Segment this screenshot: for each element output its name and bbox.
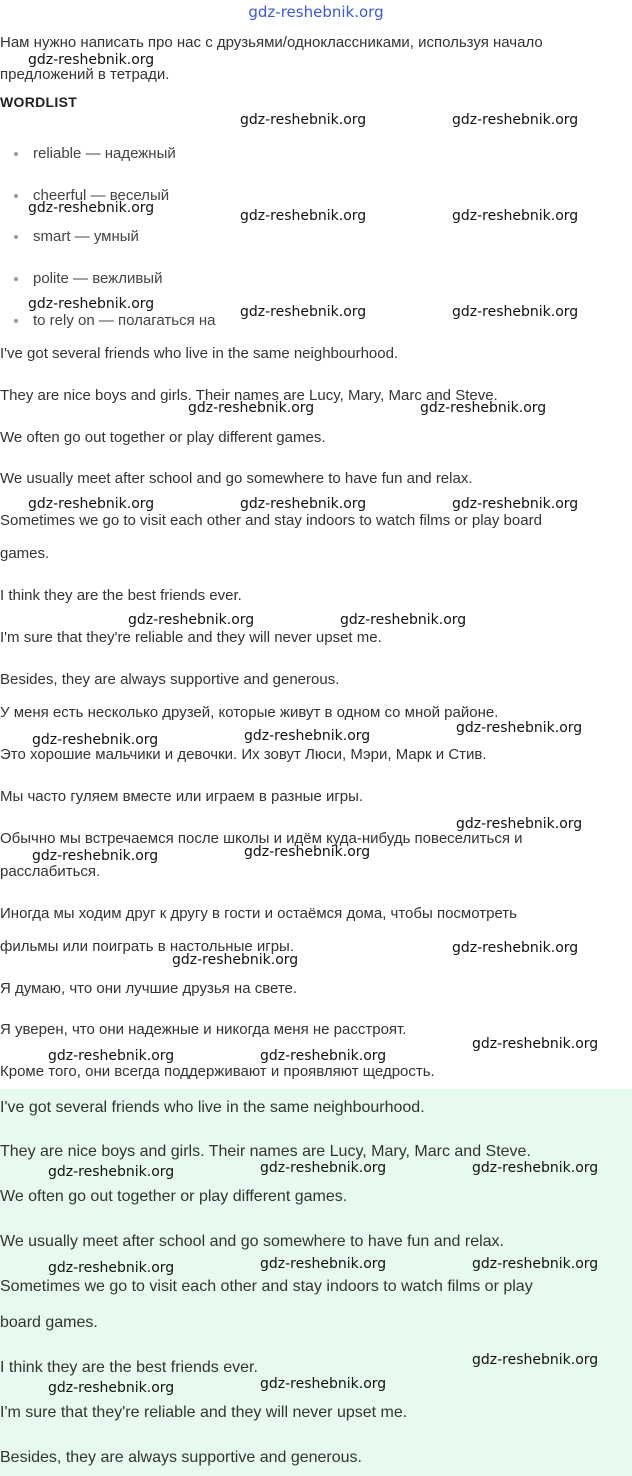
watermark: gdz-reshebnik.org [472,1160,599,1176]
watermark: gdz-reshebnik.org [240,496,367,512]
watermark: gdz-reshebnik.org [420,400,547,416]
answer-line: We usually meet after school and go somewhere to have fun and relax. [0,1233,504,1250]
watermark: gdz-reshebnik.org [48,1164,175,1180]
watermark: gdz-reshebnik.org [260,1376,387,1392]
bullet-icon [14,152,18,156]
russian-line: Кроме того, они всегда поддерживают и проявляют щедрость. [0,1063,435,1080]
answer-box [0,1089,632,1476]
english-line: games. [0,545,50,562]
watermark: gdz-reshebnik.org [48,1380,175,1396]
intro-line-2: предложений в тетради. [0,66,170,83]
english-line: We often go out together or play different games. [0,429,326,446]
answer-line: I'm sure that they're reliable and they will never upset me. [0,1404,408,1421]
watermark: gdz-reshebnik.org [456,720,583,736]
english-line: Sometimes we go to visit each other and stay indoors to watch films or play board [0,512,542,529]
watermark: gdz-reshebnik.org [32,732,159,748]
watermark: gdz-reshebnik.org [340,612,467,628]
watermark: gdz-reshebnik.org [28,200,155,216]
watermark: gdz-reshebnik.org [240,112,367,128]
watermark: gdz-reshebnik.org [260,1256,387,1272]
russian-line: Я думаю, что они лучшие друзья на свете. [0,980,298,997]
watermark: gdz-reshebnik.org [472,1256,599,1272]
bullet-icon [14,277,18,281]
bullet-icon [14,319,18,323]
english-line: Besides, they are always supportive and generous. [0,671,340,688]
watermark: gdz-reshebnik.org [28,496,155,512]
watermark: gdz-reshebnik.org [452,940,579,956]
english-line: We usually meet after school and go somewhere to have fun and relax. [0,470,473,487]
answer-line: Besides, they are always supportive and generous. [0,1449,362,1466]
wordlist-entry: reliable — надежный [33,145,176,162]
watermark: gdz-reshebnik.org [260,1048,387,1064]
english-line: They are nice boys and girls. Their names are Lucy, Mary, Marc and Steve. [0,387,498,404]
russian-line: Мы часто гуляем вместе или играем в разные игры. [0,788,364,805]
russian-line: Это хорошие мальчики и девочки. Их зовут Люси, Мэри, Марк и Стив. [0,746,487,763]
watermark: gdz-reshebnik.org [172,952,299,968]
watermark: gdz-reshebnik.org [188,400,315,416]
answer-line: They are nice boys and girls. Their names are Lucy, Mary, Marc and Steve. [0,1143,531,1160]
bullet-icon [14,194,18,198]
english-line: I'm sure that they're reliable and they will never upset me. [0,629,382,646]
watermark: gdz-reshebnik.org [48,1260,175,1276]
watermark: gdz-reshebnik.org [452,496,579,512]
watermark: gdz-reshebnik.org [472,1352,599,1368]
watermark: gdz-reshebnik.org [260,1160,387,1176]
watermark: gdz-reshebnik.org [244,844,371,860]
wordlist-entry: smart — умный [33,228,139,245]
russian-line: Я уверен, что они надежные и никогда меня не расстроят. [0,1021,407,1038]
answer-line: Sometimes we go to visit each other and stay indoors to watch films or play [0,1278,533,1295]
watermark: gdz-reshebnik.org [128,612,255,628]
watermark: gdz-reshebnik.org [240,208,367,224]
russian-line: фильмы или поиграть в настольные игры. [0,938,295,955]
watermark: gdz-reshebnik.org [452,208,579,224]
watermark: gdz-reshebnik.org [32,848,159,864]
watermark: gdz-reshebnik.org [452,112,579,128]
english-line: I think they are the best friends ever. [0,587,242,604]
english-line: I've got several friends who live in the same neighbourhood. [0,345,399,362]
wordlist-title: WORDLIST [0,94,78,110]
russian-line: У меня есть несколько друзей, которые живут в одном со мной районе. [0,704,499,721]
watermark: gdz-reshebnik.org [28,52,155,68]
watermark: gdz-reshebnik.org [456,816,583,832]
russian-line: Иногда мы ходим друг к другу в гости и остаёмся дома, чтобы посмотреть [0,905,517,922]
wordlist-entry: polite — вежливый [33,270,163,287]
wordlist-entry: to rely on — полагаться на [33,312,216,329]
site-header-link[interactable]: gdz-reshebnik.org [248,3,384,21]
watermark: gdz-reshebnik.org [28,296,155,312]
watermark: gdz-reshebnik.org [48,1048,175,1064]
watermark: gdz-reshebnik.org [472,1036,599,1052]
bullet-icon [14,235,18,239]
watermark: gdz-reshebnik.org [244,728,371,744]
answer-line: I think they are the best friends ever. [0,1359,258,1376]
answer-line: I've got several friends who live in the same neighbourhood. [0,1099,425,1116]
intro-line-1: Нам нужно написать про нас с друзьями/одноклассниками, используя начало [0,34,543,51]
answer-line: board games. [0,1314,98,1331]
russian-line: Обычно мы встречаемся после школы и идём куда-нибудь повеселиться и [0,830,523,847]
russian-line: расслабиться. [0,863,101,880]
watermark: gdz-reshebnik.org [240,304,367,320]
wordlist-entry: cheerful — веселый [33,187,170,204]
answer-line: We often go out together or play different games. [0,1188,348,1205]
watermark: gdz-reshebnik.org [452,304,579,320]
